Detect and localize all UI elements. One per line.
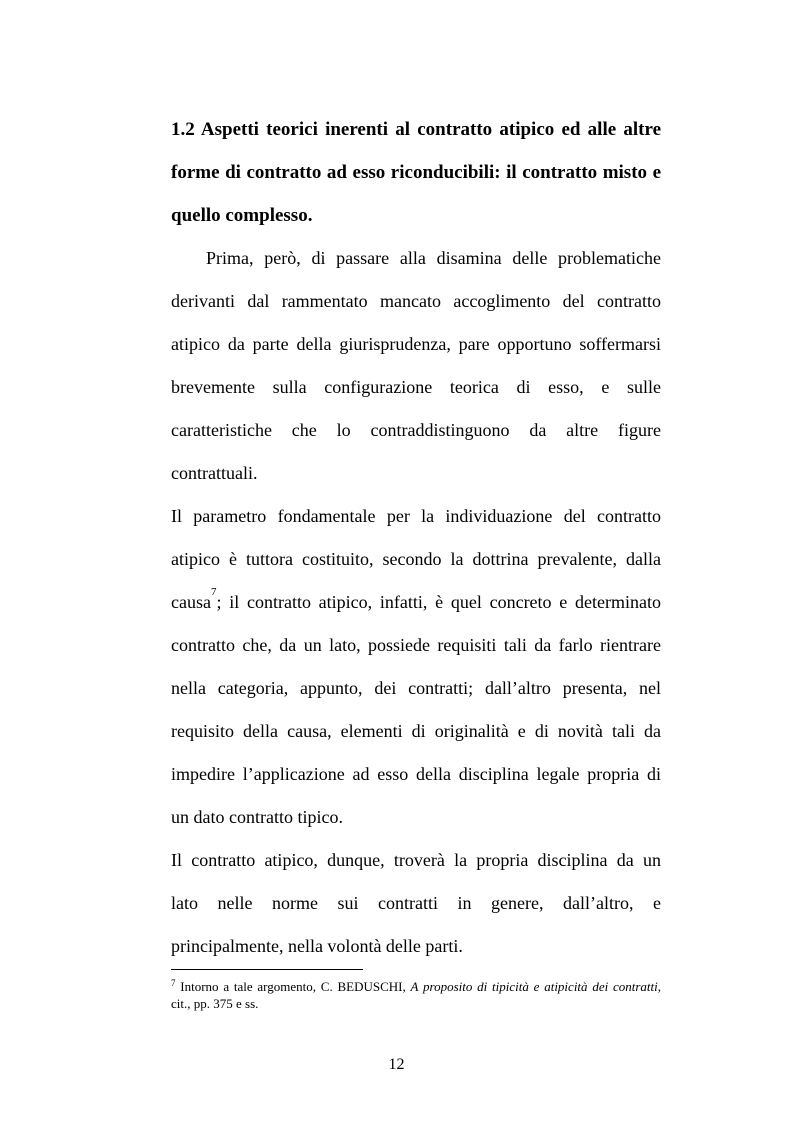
paragraph-2 <box>171 495 661 839</box>
text-line: requisito della causa, elementi di originalità e di novità tali da <box>171 721 661 741</box>
heading-line: 1.2 Aspetti teorici inerenti al contratto atipico ed alle altre <box>171 119 661 140</box>
section-heading <box>171 108 661 237</box>
text-line: brevemente sulla configurazione teorica di esso, e sulle <box>171 377 661 397</box>
text-line: contratto che, da un lato, possiede requisiti tali da farlo rientrare <box>171 635 661 655</box>
footnote-reference[interactable]: 7 <box>210 586 217 598</box>
text-line: impedire l’applicazione ad esso della disciplina legale propria di <box>171 764 661 784</box>
text-line: nella categoria, appunto, dei contratti; dall’altro presenta, nel <box>171 678 661 698</box>
text-segment: ; il contratto atipico, infatti, è quel concreto e determinato <box>216 592 661 612</box>
footnote-text: , <box>657 979 662 994</box>
text-line: Il parametro fondamentale per la individuazione del contratto <box>171 506 661 526</box>
text-line: caratteristiche che lo contraddistinguono da altre figure <box>171 420 661 440</box>
paragraph-1 <box>171 237 661 495</box>
footnote <box>171 978 661 1012</box>
footnote-title: A proposito di tipicità e atipicità dei contratti <box>410 979 658 994</box>
text-line: atipico da parte della giurisprudenza, pare opportuno soffermarsi <box>171 334 661 354</box>
heading-line: forme di contratto ad esso riconducibili: il contratto misto e <box>171 162 661 183</box>
footnote-text: Intorno a tale argomento, C. BEDUSCHI, <box>175 979 411 994</box>
text-line: un dato contratto tipico. <box>171 807 343 827</box>
text-line: lato nelle norme sui contratti in genere, dall’altro, e <box>171 893 661 913</box>
text-line: principalmente, nella volontà delle parti. <box>171 936 463 956</box>
text-segment: causa <box>171 592 211 612</box>
footnote-line: cit., pp. 375 e ss. <box>171 996 259 1011</box>
text-line: Il contratto atipico, dunque, troverà la propria disciplina da un <box>171 850 661 870</box>
heading-line: quello complesso. <box>171 205 313 226</box>
footnote-number: 7 <box>171 978 176 988</box>
text-line: contrattuali. <box>171 463 258 483</box>
text-line: Prima, però, di passare alla disamina delle problematiche <box>206 248 661 268</box>
paragraph-3 <box>171 839 661 968</box>
footnote-line <box>171 978 661 995</box>
text-line-with-footnote-ref <box>171 581 661 624</box>
page-number: 12 <box>388 1056 405 1073</box>
text-line: derivanti dal rammentato mancato accoglimento del contratto <box>171 291 661 311</box>
footnote-divider <box>171 969 363 970</box>
page-body <box>171 108 661 968</box>
text-line: atipico è tuttora costituito, secondo la dottrina prevalente, dalla <box>171 549 661 569</box>
